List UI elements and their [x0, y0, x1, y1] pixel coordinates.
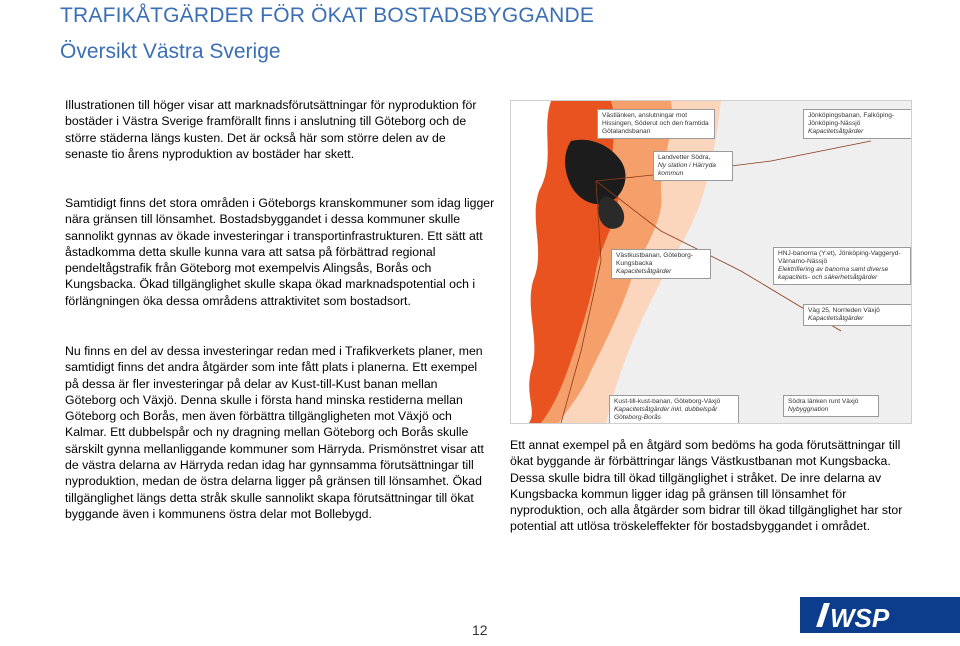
callout-jonkopingsbanan: Jönköpingsbanan, Falköping-Jönköping-Nässjö Kapacitetsåtgärder	[803, 109, 912, 139]
wsp-logo: WSP	[830, 603, 890, 633]
callout-hnj-banorna: HNJ-banorna (Y:et), Jönköping-Vaggeryd-Värnamo-Nässjö Elektrifiering av banorna samt diverse kapacitets- och säkerhetsåtgärder	[773, 247, 911, 285]
callout-vastkustbanan: Västkustbanan, Göteborg-Kungsbacka Kapacitetsåtgärder	[611, 249, 711, 279]
paragraph-kranskommuner: Samtidigt finns det stora områden i Göteborgs kranskommuner som idag ligger nära gränsen till lönsamhet. Bostadsbyggandet i dessa kommuner skulle sannolikt gynnas av ökade investeringar i transportinfrastrukturen. Ett sätt att åstadkomma detta skulle kunna vara att satsa på förbättrad regional pendeltågstrafik från Göteborg mot exempelvis Alingsås, Borås och Kungsbacka. Ökad tillgänglighet skulle skapa ökad marknadspotential och i förlängningen öka dessa områdens attraktivitet som bostadsort.	[65, 196, 495, 308]
callout-kust-till-kust: Kust-till-kust-banan, Göteborg-Växjö Kapacitetsåtgärder inkl. dubbelspår Göteborg-Borås	[609, 395, 739, 424]
callout-vag25: Väg 25, Norrleden Växjö Kapacitetsåtgärder	[803, 304, 912, 326]
paragraph-investeringar: Nu finns en del av dessa investeringar redan med i Trafikverkets planer, men samtidigt finns det andra åtgärder som inte fått plats i planerna. Ett exempel på dessa är fler investeringar på delar av Kust-till-Kust banan mellan Göteborg och Växjö. Denna skulle i första hand minska restiderna mellan Göteborg och Borås, men även förbättra tillgängligheten mot Växjö och Kalmar. Ett dubbelspår och ny dragning mellan Göteborg och Borås skulle särskilt gynna mellanliggande kommuner som Härryda. Prismönstret visar att de västra delarna av Härryda redan idag har gynnsamma förutsättningar till nyproduktion, medan de östra delarna ligger på gränsen till lönsamhet. Ökad tillgänglighet längs detta stråk skulle sannolikt skapa förutsättningar till ökat byggande även i kommunens östra delar mot Bollebygd.	[65, 344, 484, 521]
page-number: 12	[472, 622, 488, 638]
region-map	[510, 100, 912, 424]
callout-sodra-lanken: Södra länken runt Växjö Nybyggnation	[783, 395, 879, 417]
paragraph-vastkustbanan: Ett annat exempel på en åtgärd som bedöms ha goda förutsättningar till ökat byggande är förbättringar längs Västkustbanan mot Kungsbacka. Dessa skulle bidra till ökad tillgänglighet i stråket. De inre delarna av Kungsbacka kommun ligger idag på gränsen till lönsamhet för nyproduktion, och alla åtgärder som bidrar till ökad tillgänglighet har stor potential att utlösa tröskeleffekter för bostadsbyggandet i området.	[510, 438, 903, 534]
page-subtitle: Översikt Västra Sverige	[60, 40, 281, 63]
page-title: TRAFIKÅTGÄRDER FÖR ÖKAT BOSTADSBYGGANDE	[60, 4, 595, 27]
callout-vastlanken: Västlänken, anslutningar mot Hissingen, Söderut och den framtida Götalandsbanan	[597, 109, 715, 139]
callout-landvetter: Landvetter Södra, Ny station i Härryda kommun	[653, 151, 733, 181]
paragraph-intro: Illustrationen till höger visar att marknadsförutsättningar för nyproduktion för bostäder i Västra Sverige framförallt finns i anslutning till Göteborg och de större städerna längs kusten. Det är också här som större delen av de senaste tio årens nyproduktion av bostäder har skett.	[65, 98, 477, 161]
